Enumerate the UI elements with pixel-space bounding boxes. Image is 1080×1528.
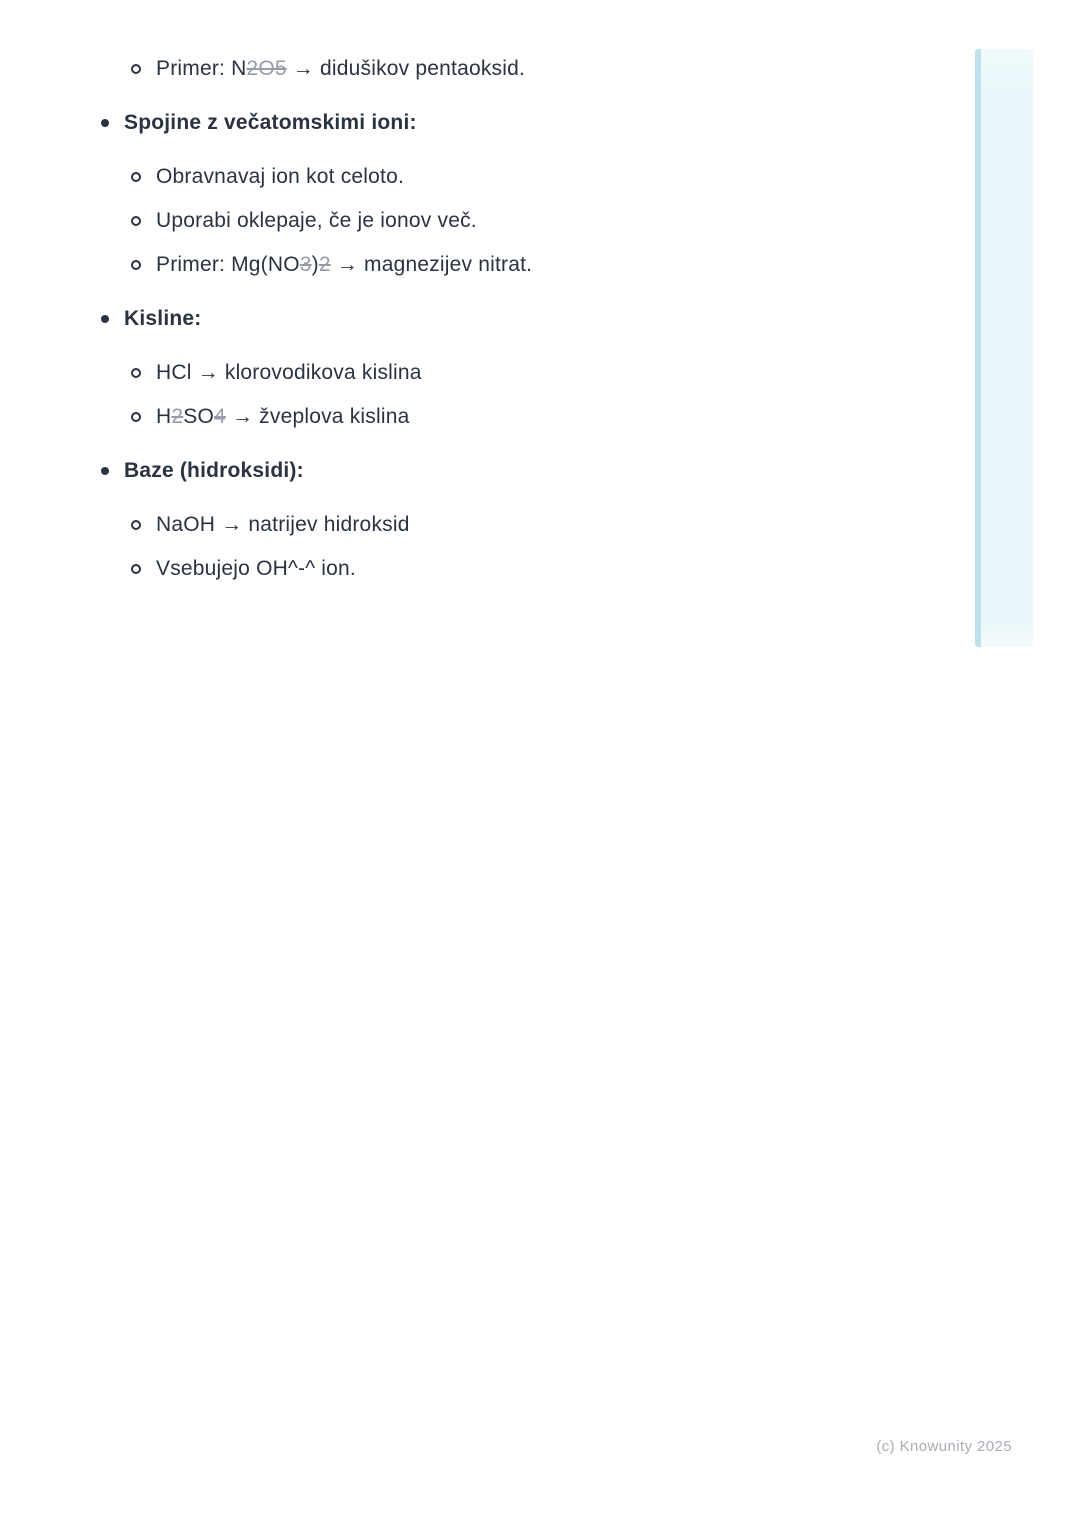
circle-bullet-icon bbox=[131, 520, 141, 530]
text-segment: Primer: N bbox=[156, 57, 247, 80]
bullet-icon bbox=[101, 119, 109, 127]
circle-bullet-icon bbox=[131, 368, 141, 378]
section-header-text: Kisline: bbox=[124, 307, 202, 330]
bullet-icon bbox=[101, 315, 109, 323]
text-segment: → didušikov pentaoksid. bbox=[286, 57, 526, 80]
text-segment: NaOH → natrijev hidroksid bbox=[156, 513, 410, 536]
text-segment: → žveplova kislina bbox=[225, 405, 410, 428]
notes-list bbox=[0, 0, 975, 580]
list-item bbox=[0, 210, 975, 232]
list-item bbox=[0, 166, 975, 188]
list-item bbox=[0, 558, 975, 580]
circle-bullet-icon bbox=[131, 216, 141, 226]
circle-bullet-icon bbox=[131, 412, 141, 422]
list-item bbox=[0, 254, 975, 276]
bullet-icon bbox=[101, 467, 109, 475]
text-segment: Primer: Mg(NO bbox=[156, 253, 300, 276]
section-header-text: Baze (hidroksidi): bbox=[124, 459, 304, 482]
struck-text-segment: 2 bbox=[318, 253, 331, 276]
section-header bbox=[0, 112, 975, 134]
text-segment: Obravnavaj ion kot celoto. bbox=[156, 165, 405, 188]
list-item bbox=[0, 514, 975, 536]
copyright-notice: (c) Knowunity 2025 bbox=[876, 1438, 1012, 1455]
section-header-text: Spojine z večatomskimi ioni: bbox=[124, 111, 417, 134]
struck-text-segment: 2 bbox=[171, 405, 184, 428]
text-segment: HCl → klorovodikova kislina bbox=[156, 361, 422, 384]
circle-bullet-icon bbox=[131, 260, 141, 270]
struck-text-segment: 4 bbox=[214, 405, 226, 428]
list-item bbox=[0, 406, 975, 428]
circle-bullet-icon bbox=[131, 64, 141, 74]
text-segment: Vsebujejo OH^-^ ion. bbox=[156, 557, 356, 580]
struck-text-segment: 3 bbox=[299, 253, 312, 276]
list-item bbox=[0, 362, 975, 384]
text-segment: Uporabi oklepaje, če je ionov več. bbox=[156, 209, 477, 232]
text-segment: SO bbox=[183, 405, 215, 428]
section-header bbox=[0, 460, 975, 482]
section-header bbox=[0, 308, 975, 330]
text-segment: → magnezijev nitrat. bbox=[330, 253, 533, 276]
text-segment: ) bbox=[311, 253, 319, 276]
circle-bullet-icon bbox=[131, 564, 141, 574]
side-highlight-panel bbox=[975, 49, 1033, 647]
list-item bbox=[0, 58, 975, 80]
text-segment: H bbox=[156, 405, 172, 428]
struck-text-segment: 2O5 bbox=[246, 57, 287, 80]
circle-bullet-icon bbox=[131, 172, 141, 182]
